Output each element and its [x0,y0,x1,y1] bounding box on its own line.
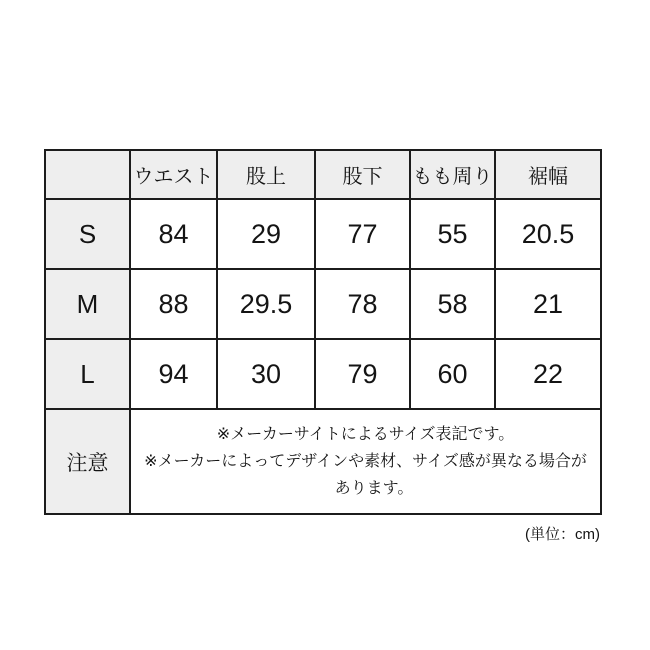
size-chart-table [44,149,602,515]
value-cell: 20.5 [495,199,601,269]
notice-label-cell: 注意 [45,409,130,514]
column-header-rise: 股上 [217,150,315,199]
value-cell: 77 [315,199,410,269]
value-cell: 22 [495,339,601,409]
value-cell: 29 [217,199,315,269]
corner-cell [45,150,130,199]
size-label-s: S [45,199,130,269]
size-label-m: M [45,269,130,339]
value-cell: 84 [130,199,217,269]
notice-cell [130,409,601,514]
value-cell: 21 [495,269,601,339]
column-header-hem-width: 裾幅 [495,150,601,199]
value-cell: 30 [217,339,315,409]
size-label-l: L [45,339,130,409]
table-row-m [45,269,601,339]
unit-note: (単位：cm) [525,526,600,543]
column-header-inseam: 股下 [315,150,410,199]
column-header-waist: ウエスト [130,150,217,199]
value-cell: 94 [130,339,217,409]
notice-line-3: あります。 [334,480,414,497]
value-cell: 79 [315,339,410,409]
column-header-thigh: もも周り [410,150,495,199]
value-cell: 78 [315,269,410,339]
value-cell: 55 [410,199,495,269]
header-row [45,150,601,199]
notice-line-1: ※メーカーサイトによるサイズ表記です。 [216,426,515,443]
value-cell: 29.5 [217,269,315,339]
value-cell: 88 [130,269,217,339]
notice-line-2: ※メーカーによってデザインや素材、サイズ感が異なる場合が [144,453,587,470]
size-chart [44,149,600,544]
notice-row [45,409,601,514]
value-cell: 58 [410,269,495,339]
value-cell: 60 [410,339,495,409]
table-row-s [45,199,601,269]
table-row-l [45,339,601,409]
